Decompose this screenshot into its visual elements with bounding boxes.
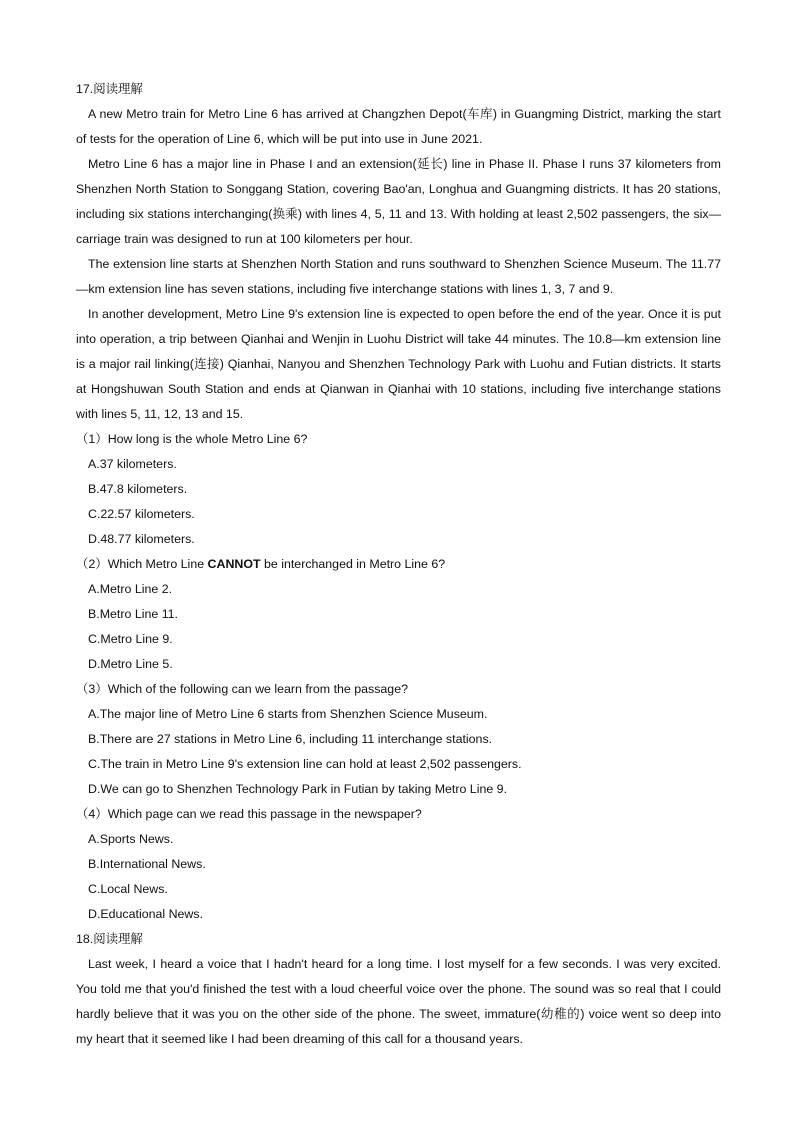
question-3-option-c: C.The train in Metro Line 9's extension line can hold at least 2,502 passengers. [88,757,522,771]
question-2-option-d: D.Metro Line 5. [88,657,173,671]
passage-17-paragraph-1: A new Metro train for Metro Line 6 has arrived at Changzhen Depot(车库) in Guangming District, marking the start of tests for the operation of Line 6, which will be put into use in June 2021. [76,107,721,146]
question-4-option-a: A.Sports News. [88,832,174,846]
question-2-text-after: be interchanged in Metro Line 6? [260,557,446,571]
question-1-number: （1） [76,432,108,446]
question-2-option-b: B.Metro Line 11. [88,607,178,621]
question-18-heading: 18.阅读理解 [76,932,143,946]
question-1 [76,427,721,452]
question-4-option-b: B.International News. [88,857,206,871]
question-2-number: （2） [76,557,108,571]
question-2 [76,552,721,577]
question-4-option-c: C.Local News. [88,882,168,896]
passage-17-paragraph-4: In another development, Metro Line 9's extension line is expected to open before the end of the year. Once it is put into operation, a trip between Qianhai and Wenjin in Luohu District will take 44 minutes. The 10.8—km extension line is a major rail linking(连接) Qianhai, Nanyou and Shenzhen Technology Park with Luohu and Futian districts. It starts at Hongshuwan South Station and ends at Qianwan in Qianhai with 10 stations, including five interchange stations with lines 5, 11, 12, 13 and 15. [76,307,721,421]
question-3-option-b: B.There are 27 stations in Metro Line 6, including 11 interchange stations. [88,732,493,746]
document-page [76,77,721,1052]
question-3 [76,677,721,702]
question-4-text: Which page can we read this passage in the newspaper? [107,807,422,821]
question-1-option-d: D.48.77 kilometers. [88,532,195,546]
question-3-text: Which of the following can we learn from the passage? [107,682,408,696]
question-3-option-d: D.We can go to Shenzhen Technology Park in Futian by taking Metro Line 9. [88,782,508,796]
question-4 [76,802,721,827]
question-3-number: （3） [76,682,108,696]
question-1-option-a: A.37 kilometers. [88,457,177,471]
question-2-option-a: A.Metro Line 2. [88,582,173,596]
question-4-number: （4） [76,807,108,821]
passage-17-paragraph-3: The extension line starts at Shenzhen North Station and runs southward to Shenzhen Science Museum. The 11.77—km extension line has seven stations, including five interchange stations with lines 1, 3, 7 and 9. [76,257,721,296]
question-1-option-c: C.22.57 kilometers. [88,507,195,521]
question-2-text-before: Which Metro Line [107,557,208,571]
question-3-option-a: A.The major line of Metro Line 6 starts from Shenzhen Science Museum. [88,707,488,721]
question-1-text: How long is the whole Metro Line 6? [107,432,308,446]
question-17-heading: 17.阅读理解 [76,82,143,96]
question-2-option-c: C.Metro Line 9. [88,632,173,646]
question-2-text-bold: CANNOT [207,557,261,571]
passage-18-paragraph-1: Last week, I heard a voice that I hadn't heard for a long time. I lost myself for a few seconds. I was very excited. You told me that you'd finished the test with a loud cheerful voice over the phone. The sound was so real that I could hardly believe that it was you on the other side of the phone. The sweet, immature(幼稚的) voice went so deep into my heart that it seemed like I had been dreaming of this call for a thousand years. [76,957,721,1046]
passage-17-paragraph-2: Metro Line 6 has a major line in Phase I and an extension(延长) line in Phase II. Phase I runs 37 kilometers from Shenzhen North Station to Songgang Station, covering Bao'an, Longhua and Guangming districts. It has 20 stations, including six stations interchanging(换乘) with lines 4, 5, 11 and 13. With holding at least 2,502 passengers, the six—carriage train was designed to run at 100 kilometers per hour. [76,157,721,246]
question-1-option-b: B.47.8 kilometers. [88,482,188,496]
question-4-option-d: D.Educational News. [88,907,204,921]
